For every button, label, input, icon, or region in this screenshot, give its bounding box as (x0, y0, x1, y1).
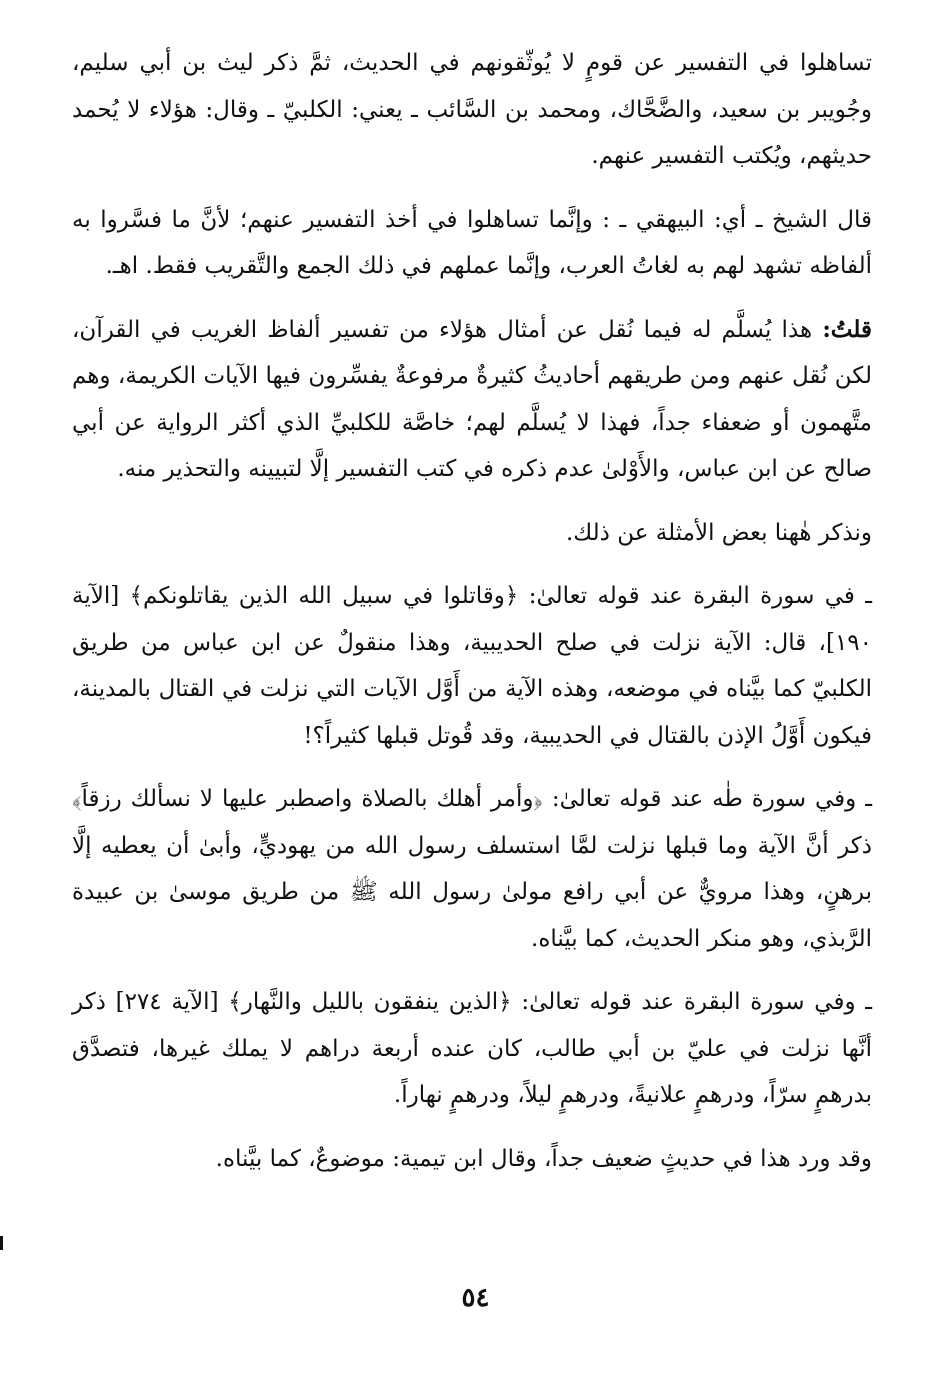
paragraph-bayhaqi-quote (72, 197, 872, 290)
paragraph-text: هذا يُسلَّم له فيما نُقل عن أمثال هؤلاء من تفسير ألفاظ الغريب في القرآن، لكن نُقل عنهم ومن طريقهم أحاديثُ كثيرةٌ مرفوعةٌ يفسِّرون فيها الآيات الكريمة، وهم متَّهمون أو ضعفاء جداً، فهذا لا يُسلَّم لهم؛ خاصَّة للكلبيِّ الذي أكثر الرواية عن أبي صالح عن ابن عباس، والأَوْلىٰ عدم ذكره في كتب التفسير إلَّا لتبيينه والتحذير منه. (72, 316, 872, 482)
paragraph-text: ونذكر هٰهنا بعض الأمثلة عن ذلك. (565, 519, 872, 546)
paragraph-text: ـ وفي سورة طٰه عند قوله تعالىٰ: ﴿وأمر أهلك بالصلاة واصطبر عليها لا نسألك رزقاً﴾ ذكر أنَّ الآية وما قبلها نزلت لمَّا استسلف رسول الله من يهوديٍّ، وأبىٰ أن يعطيه إلَّا برهنٍ، وهذا مرويٌّ عن أبي رافع مولىٰ رسول الله ﷺ من طريق موسىٰ بن عبيدة الرَّبذي، وهو منكر الحديث، كما بيَّناه. (72, 786, 872, 952)
paragraph-example-taha (72, 776, 872, 962)
paragraph-author-comment (72, 307, 872, 493)
page-number: ٥٤ (461, 1283, 490, 1313)
paragraph-text: وقد ورد هذا في حديثٍ ضعيف جداً، وقال ابن تيمية: موضوعٌ، كما بيَّناه. (215, 1145, 872, 1172)
paragraph-text: تساهلوا في التفسير عن قومٍ لا يُوثّقونهم في الحديث، ثمَّ ذكر ليث بن أبي سليم، وجُويبر بن سعيد، والضَّحَّاك، ومحمد بن السَّائب ـ يعني: الكلبيّ ـ وقال: هؤلاء لا يُحمد حديثهم، ويُكتب التفسير عنهم. (72, 50, 872, 169)
paragraph-tafsir-leniency (72, 40, 872, 180)
paragraph-lead: قلتُ: (822, 315, 872, 343)
page-body (72, 40, 872, 1199)
paragraph-text: قال الشيخ ـ أي: البيهقي ـ : وإنَّما تساهلوا في أخذ التفسير عنهم؛ لأنَّ ما فسَّروا به ألفاظه تشهد لهم به لغاتُ العرب، وإنَّما عملهم في ذلك الجمع والتَّقريب فقط. اهـ. (72, 206, 872, 279)
scan-edge-mark (0, 1236, 3, 1250)
paragraph-text: ـ وفي سورة البقرة عند قوله تعالىٰ: ﴿الذين ينفقون بالليل والنَّهار﴾ [الآية ٢٧٤] ذكر أنَّها نزلت في عليّ بن أبي طالب، كان عنده أربعة دراهم لا يملك غيرها، فتصدَّق بدرهمٍ سرّاً، ودرهمٍ علانيةً، ودرهمٍ ليلاً، ودرهمٍ نهاراً. (72, 989, 872, 1108)
paragraph-example-baqara-274 (72, 979, 872, 1119)
paragraph-example-baqara-190 (72, 573, 872, 759)
paragraph-examples-intro (72, 510, 872, 557)
paragraph-text: ـ في سورة البقرة عند قوله تعالىٰ: ﴿وقاتلوا في سبيل الله الذين يقاتلونكم﴾ [الآية ١٩٠]، قال: الآية نزلت في صلح الحديبية، وهذا منقولٌ عن ابن عباس من طريق الكلبيّ كما بيَّناه في موضعه، وهذه الآية من أَوَّل الآيات التي نزلت في القتال بالمدينة، فيكون أَوَّلُ الإذن بالقتال في الحديبية، وقد قُوتل قبلها كثيراً؟! (72, 583, 872, 749)
paragraph-closing-note (72, 1136, 872, 1183)
